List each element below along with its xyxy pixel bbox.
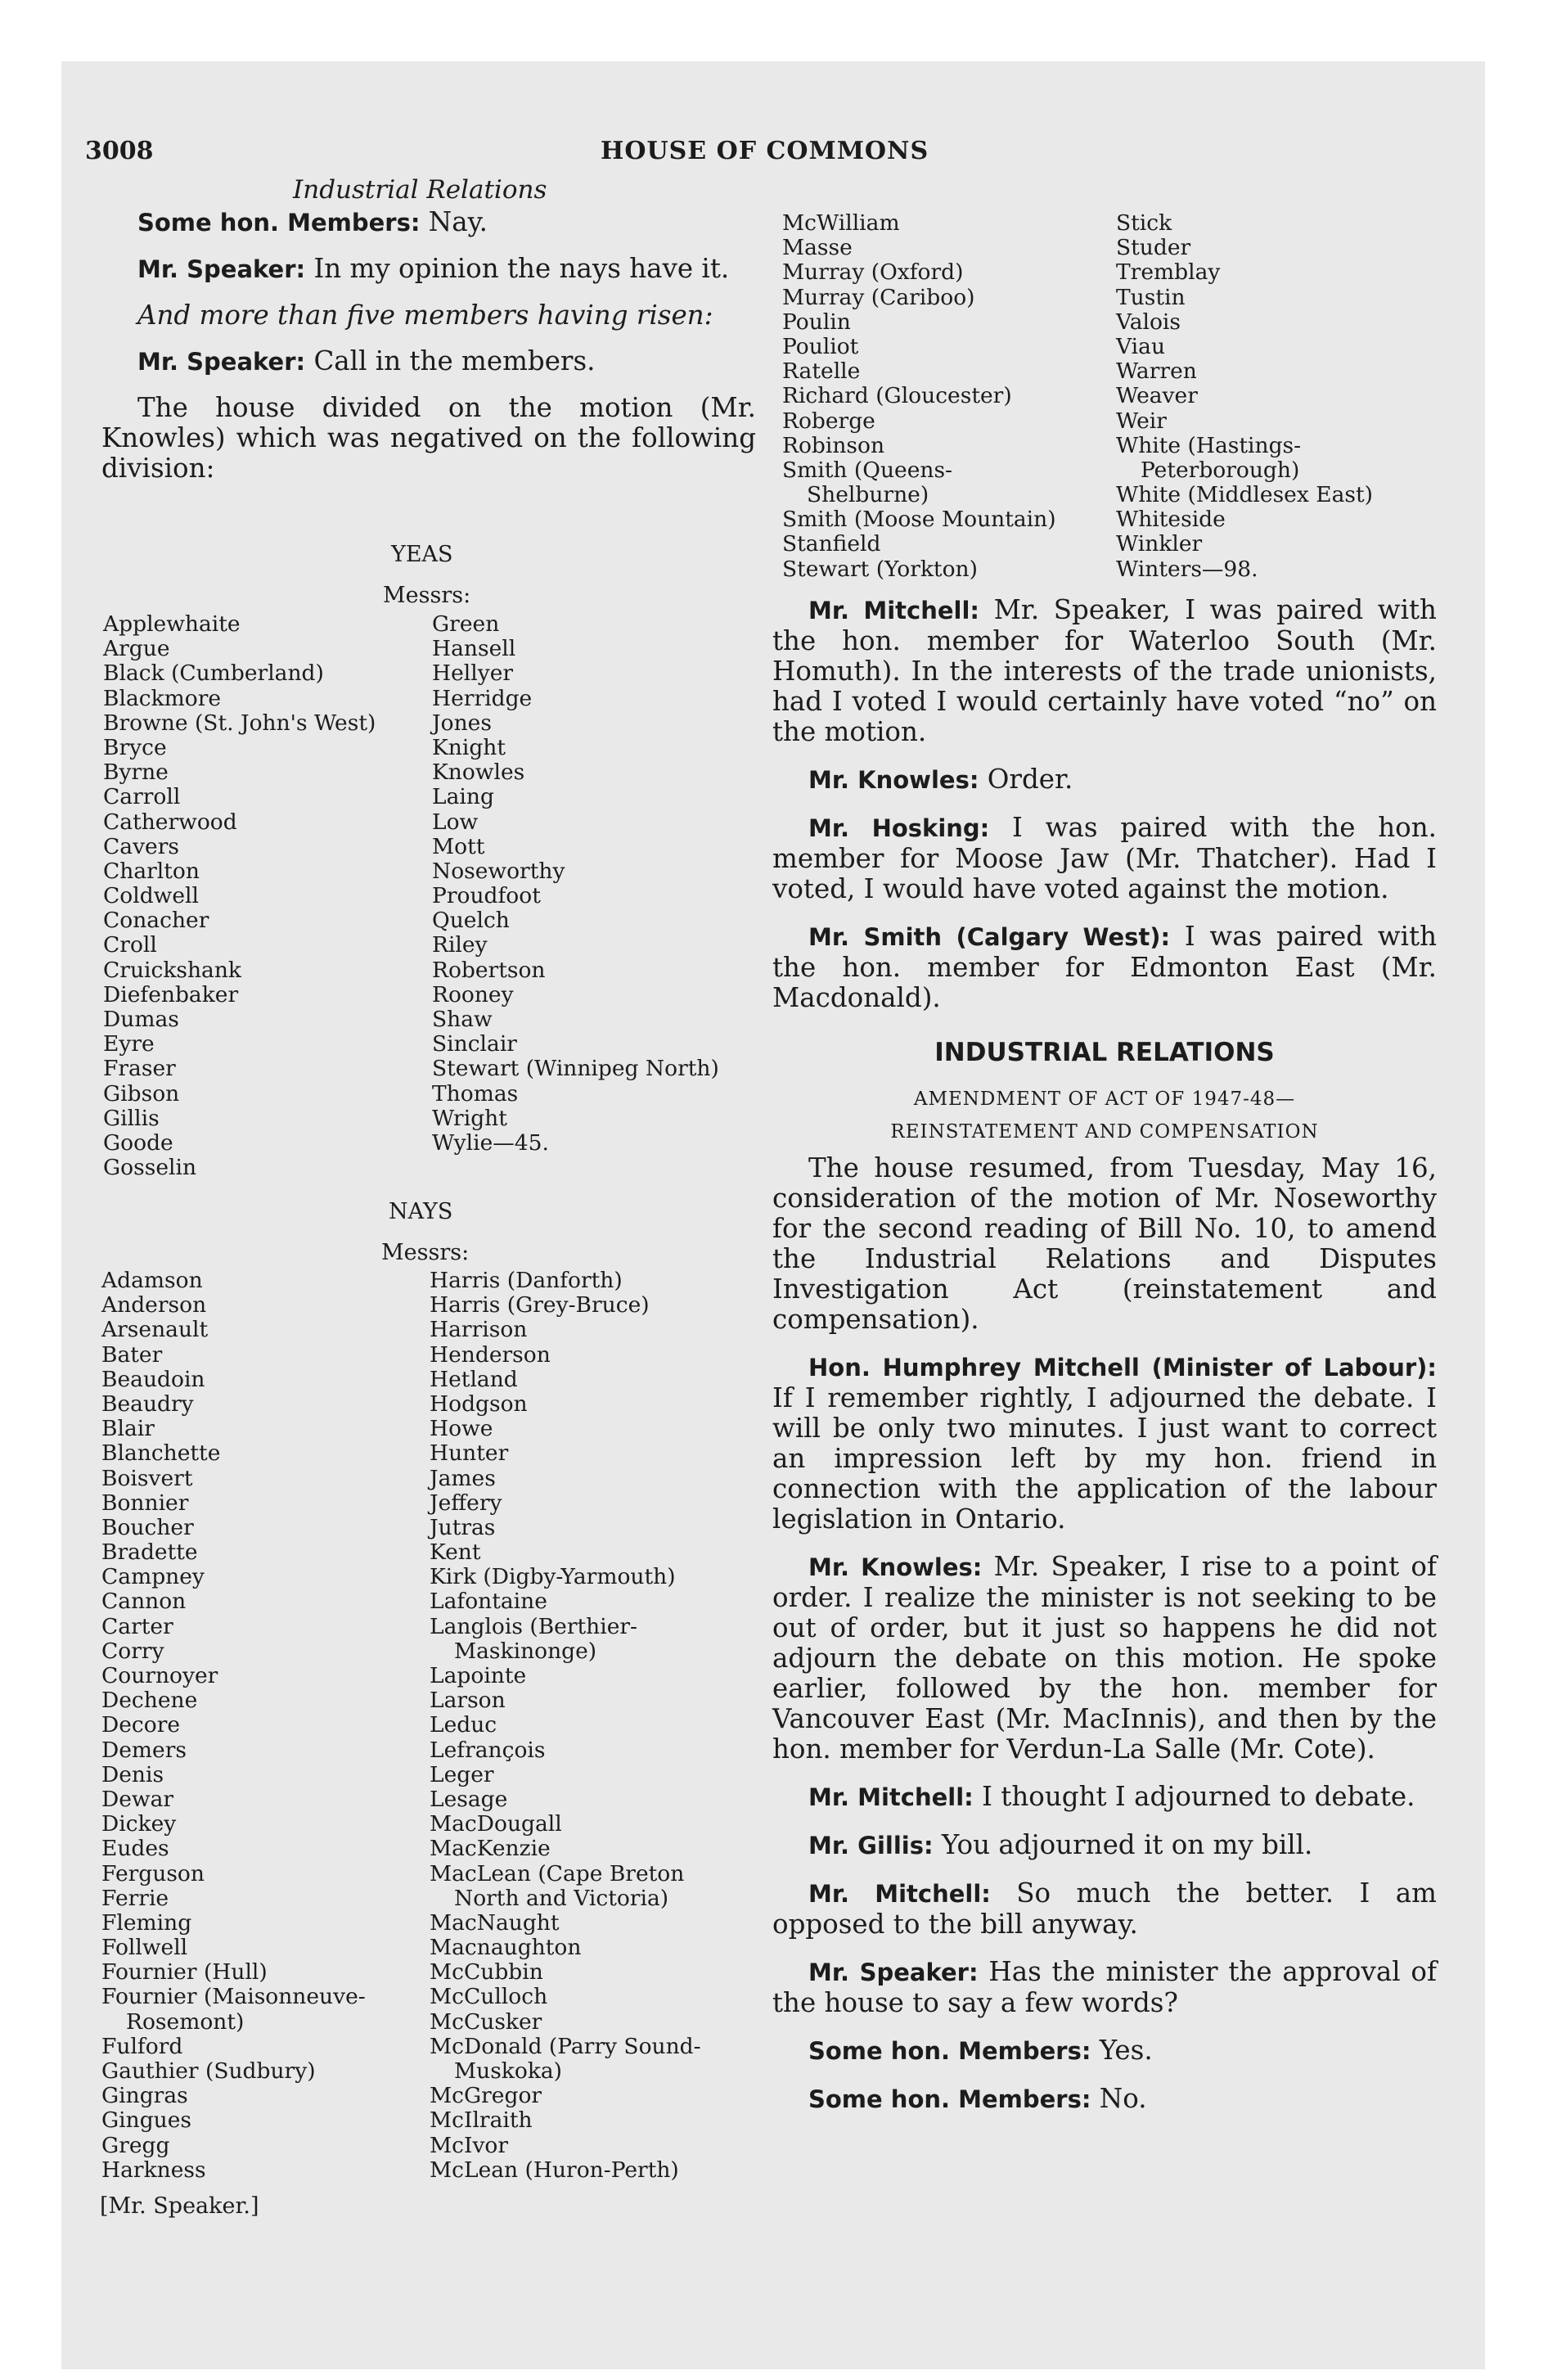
- nays-heading: NAYS: [389, 1199, 453, 1224]
- subheading-line-1: AMENDMENT OF ACT OF 1947-48—: [913, 1089, 1296, 1110]
- member-name: Muskoka): [454, 2058, 563, 2084]
- member-name: Macnaughton: [430, 1935, 582, 1961]
- paragraph: [772, 1878, 1437, 1940]
- member-name: Thomas: [432, 1080, 519, 1107]
- member-name: Harrison: [430, 1317, 528, 1343]
- member-name: Wright: [432, 1105, 507, 1131]
- member-name: McIvor: [430, 2132, 509, 2158]
- member-name: Fournier (Hull): [101, 1959, 268, 1986]
- member-name: Murray (Cariboo): [782, 284, 975, 310]
- paragraph: [772, 813, 1437, 904]
- member-name: Knight: [432, 734, 506, 760]
- member-name: Tustin: [1116, 284, 1186, 310]
- member-name: Anderson: [101, 1292, 207, 1318]
- member-name: Boucher: [101, 1514, 194, 1540]
- speech: In my opinion the nays have it.: [305, 253, 730, 284]
- member-name: Blackmore: [103, 685, 222, 711]
- member-name: Corry: [101, 1638, 164, 1664]
- member-name: Shaw: [432, 1007, 493, 1032]
- paragraph: [772, 1830, 1437, 1861]
- speech: No.: [1091, 2083, 1147, 2114]
- member-name: Cruickshank: [103, 957, 241, 983]
- nays-column-4: [1116, 211, 1373, 582]
- speaker: Mr. Smith (Calgary West):: [808, 923, 1171, 951]
- member-name: Arsenault: [101, 1317, 209, 1343]
- paragraph: [772, 922, 1437, 1013]
- member-name: Jutras: [430, 1514, 496, 1540]
- member-name: MacLean (Cape Breton: [430, 1860, 685, 1886]
- member-name: Quelch: [432, 908, 510, 934]
- member-name: Beaudoin: [101, 1366, 205, 1392]
- member-name: Dechene: [101, 1688, 198, 1714]
- member-name: Riley: [432, 932, 488, 958]
- section-title: Industrial Relations: [293, 175, 547, 205]
- member-name: Hunter: [430, 1440, 509, 1467]
- yeas-messrs: Messrs:: [383, 583, 471, 608]
- member-name: Campney: [101, 1564, 205, 1590]
- member-name: Gosselin: [103, 1155, 197, 1181]
- member-name: Ferrie: [101, 1885, 169, 1911]
- member-name: Roberge: [782, 408, 875, 434]
- paragraph: [772, 2035, 1437, 2067]
- member-name: Beaudry: [101, 1391, 194, 1417]
- speech: I was paired with the hon. member for Moose Jaw (Mr. Thatcher). Had I voted, I would have voted against the motion.: [772, 812, 1437, 904]
- member-name: White (Middlesex East): [1116, 482, 1373, 508]
- member-name: Follwell: [101, 1935, 188, 1961]
- member-name: McIlraith: [430, 2107, 533, 2134]
- speaker: Mr. Knowles:: [808, 766, 979, 794]
- member-name: McWilliam: [782, 210, 900, 236]
- speech: I thought I adjourned to debate.: [973, 1781, 1415, 1812]
- member-name: Fournier (Maisonneuve-: [101, 1984, 366, 2010]
- member-name: Tremblay: [1116, 259, 1221, 286]
- member-name: Smith (Queens-: [782, 457, 953, 483]
- nays-column-3: [782, 211, 1056, 582]
- stage-direction: And more than five members having risen:: [137, 300, 713, 331]
- nays-messrs: Messrs:: [381, 1240, 470, 1265]
- member-name: Gauthier (Sudbury): [101, 2058, 316, 2084]
- paragraph: [772, 1957, 1437, 2018]
- member-name: Harris (Danforth): [430, 1268, 623, 1293]
- member-name: Howe: [430, 1416, 493, 1442]
- speech: Call in the members.: [305, 345, 596, 376]
- member-name: McCubbin: [430, 1959, 543, 1986]
- member-name: Denis: [101, 1761, 164, 1787]
- member-name: North and Victoria): [454, 1885, 669, 1911]
- member-name: Harkness: [101, 2157, 206, 2183]
- member-name: Gingues: [101, 2107, 192, 2134]
- speech: You adjourned it on my bill.: [933, 1829, 1313, 1860]
- paragraph: [101, 254, 756, 285]
- subheading: [772, 1083, 1437, 1148]
- member-name: James: [430, 1465, 496, 1491]
- member-name: Stewart (Yorkton): [782, 556, 978, 582]
- member-name: Carroll: [103, 784, 181, 810]
- member-name: Knowles: [432, 760, 525, 786]
- member-name: Ratelle: [782, 358, 861, 385]
- speech: If I remember rightly, I adjourned the debate. I will be only two minutes. I just want to correct an impression left by my hon. friend in connection with the application of the labour legislation in Ontario.: [772, 1382, 1437, 1535]
- member-name: Viau: [1116, 333, 1166, 359]
- member-name: Kirk (Digby-Yarmouth): [430, 1564, 676, 1590]
- right-prose: [772, 595, 1437, 2132]
- paragraph: [101, 393, 756, 484]
- left-prose: [101, 207, 756, 499]
- speaker: Mr. Knowles:: [808, 1553, 983, 1581]
- member-name: Blair: [101, 1416, 155, 1442]
- member-name: Robertson: [432, 957, 546, 983]
- speaker: Mr. Mitchell:: [808, 1783, 974, 1811]
- member-name: Cournoyer: [101, 1663, 218, 1688]
- speaker: Mr. Hosking:: [808, 814, 990, 842]
- member-name: Stanfield: [782, 531, 881, 557]
- member-name: Eyre: [103, 1031, 155, 1057]
- member-name: McCulloch: [430, 1984, 548, 2010]
- paragraph: [772, 1782, 1437, 1813]
- member-name: Dewar: [101, 1786, 174, 1812]
- member-name: Carter: [101, 1613, 173, 1639]
- member-name: Mott: [432, 833, 485, 859]
- speech: So much the better. I am opposed to the bill anyway.: [772, 1877, 1437, 1940]
- nays-column-1: [101, 1269, 366, 2183]
- yeas-column-2: [432, 612, 719, 1156]
- member-name: Dickey: [101, 1811, 177, 1837]
- footer-note: [Mr. Speaker.]: [100, 2193, 259, 2219]
- member-name: Diefenbaker: [103, 981, 239, 1007]
- nays-column-2: [430, 1269, 701, 2183]
- member-name: Maskinonge): [454, 1638, 597, 1664]
- member-name: Bonnier: [101, 1490, 189, 1516]
- member-name: Cannon: [101, 1589, 187, 1615]
- member-name: Lesage: [430, 1786, 508, 1812]
- member-name: Low: [432, 809, 479, 835]
- yeas-heading: YEAS: [391, 542, 453, 567]
- member-name: Gingras: [101, 2083, 188, 2109]
- member-name: Argue: [103, 636, 170, 662]
- member-name: Weaver: [1116, 383, 1198, 409]
- speech: Nay.: [420, 206, 488, 237]
- speech: Yes.: [1091, 2035, 1153, 2066]
- member-name: Charlton: [103, 858, 200, 884]
- member-name: McCusker: [430, 2008, 542, 2035]
- member-name: Dumas: [103, 1007, 179, 1032]
- member-name: Jeffery: [430, 1490, 502, 1516]
- member-name: Bryce: [103, 734, 167, 760]
- member-name: Robinson: [782, 432, 885, 458]
- member-name: Applewhaite: [103, 611, 241, 637]
- member-name: Weir: [1116, 408, 1167, 434]
- paragraph: [772, 1153, 1437, 1335]
- member-name: Valois: [1116, 309, 1181, 335]
- member-name: Coldwell: [103, 883, 199, 909]
- member-name: Goode: [103, 1129, 173, 1156]
- member-name: Warren: [1116, 358, 1197, 385]
- member-name: Hansell: [432, 636, 516, 662]
- member-name: Green: [432, 611, 500, 637]
- member-name: Poulin: [782, 309, 851, 335]
- speaker: Hon. Humphrey Mitchell (Minister of Labour):: [808, 1354, 1437, 1382]
- paragraph: [772, 2084, 1437, 2115]
- speaker: Mr. Speaker:: [137, 348, 306, 376]
- member-name: McDonald (Parry Sound-: [430, 2033, 701, 2059]
- member-name: Harris (Grey-Bruce): [430, 1292, 650, 1318]
- paragraph: [101, 300, 756, 331]
- member-name: Stewart (Winnipeg North): [432, 1056, 719, 1082]
- member-name: Murray (Oxford): [782, 259, 964, 286]
- member-name: Hellyer: [432, 660, 514, 687]
- member-name: Henderson: [430, 1341, 551, 1368]
- member-name: Decore: [101, 1712, 181, 1738]
- member-name: Gibson: [103, 1080, 180, 1107]
- member-name: Bradette: [101, 1539, 198, 1566]
- speaker: Mr. Mitchell:: [808, 1880, 991, 1908]
- member-name: Lafontaine: [430, 1589, 547, 1615]
- member-name: Masse: [782, 235, 853, 261]
- speaker: Mr. Mitchell:: [808, 597, 980, 624]
- member-name: Gillis: [103, 1105, 160, 1131]
- member-name: Whiteside: [1116, 507, 1226, 533]
- member-name: Conacher: [103, 908, 209, 934]
- member-name: Gregg: [101, 2132, 170, 2158]
- member-name: Catherwood: [103, 809, 237, 835]
- member-name: Fleming: [101, 1909, 192, 1936]
- member-name: Fulford: [101, 2033, 183, 2059]
- speech: Order.: [979, 764, 1073, 795]
- member-name: Byrne: [103, 760, 169, 786]
- member-name: Rosemont): [126, 2008, 245, 2035]
- member-name: Bater: [101, 1341, 163, 1368]
- member-name: McLean (Huron-Perth): [430, 2157, 679, 2183]
- member-name: Eudes: [101, 1836, 169, 1862]
- member-name: Noseworthy: [432, 858, 565, 884]
- speaker: Mr. Speaker:: [808, 1959, 979, 1986]
- member-name: Kent: [430, 1539, 481, 1566]
- member-name: Blanchette: [101, 1440, 221, 1467]
- speech: The house divided on the motion (Mr. Knowles) which was negatived on the following division:: [101, 392, 756, 484]
- member-name: Larson: [430, 1688, 506, 1714]
- paragraph: [772, 1552, 1437, 1765]
- paragraph: [772, 1352, 1437, 1535]
- member-name: McGregor: [430, 2083, 542, 2109]
- member-name: Proudfoot: [432, 883, 541, 909]
- member-name: Croll: [103, 932, 157, 958]
- speech: Has the minister the approval of the house to say a few words?: [772, 1956, 1437, 2018]
- paragraph: [772, 764, 1437, 796]
- member-name: Pouliot: [782, 333, 859, 359]
- speaker: Some hon. Members:: [808, 2037, 1091, 2065]
- member-name: Wylie—45.: [432, 1129, 549, 1156]
- member-name: Laing: [432, 784, 494, 810]
- member-name: Hodgson: [430, 1391, 528, 1417]
- member-name: Lefrançois: [430, 1737, 546, 1763]
- member-name: Peterborough): [1141, 457, 1300, 483]
- member-name: Sinclair: [432, 1031, 517, 1057]
- member-name: Richard (Gloucester): [782, 383, 1012, 409]
- subheading-line-2: REINSTATEMENT AND COMPENSATION: [890, 1121, 1319, 1143]
- member-name: Demers: [101, 1737, 187, 1763]
- member-name: Leduc: [430, 1712, 497, 1738]
- speech: Mr. Speaker, I rise to a point of order. I realize the minister is not seeking to be out of order, but it just so happens he did not adjourn the debate on this motion. He spoke earlier, followed by the hon. member for Vancouver East (Mr. MacInnis), and then by the hon. member for Verdun-La Salle (Mr. Cote).: [772, 1551, 1437, 1765]
- member-name: Shelburne): [807, 482, 929, 508]
- paragraph: [101, 207, 756, 238]
- member-name: Boisvert: [101, 1465, 193, 1491]
- running-head: HOUSE OF COMMONS: [601, 137, 929, 165]
- member-name: Lapointe: [430, 1663, 527, 1688]
- member-name: Herridge: [432, 685, 533, 711]
- member-name: MacDougall: [430, 1811, 562, 1837]
- member-name: White (Hastings-: [1116, 432, 1302, 458]
- speaker: Some hon. Members:: [808, 2085, 1091, 2113]
- section-heading: INDUSTRIAL RELATIONS: [934, 1038, 1275, 1067]
- yeas-column-1: [103, 612, 376, 1180]
- member-name: Black (Cumberland): [103, 660, 324, 687]
- member-name: Jones: [432, 710, 492, 736]
- page-number: 3008: [85, 137, 154, 165]
- speaker: Mr. Gillis:: [808, 1832, 934, 1859]
- speech: Mr. Speaker, I was paired with the hon. member for Waterloo South (Mr. Homuth). In the interests of the trade unionists, had I voted I would certainly have voted “no” on the motion.: [772, 594, 1437, 747]
- member-name: Stick: [1116, 210, 1172, 236]
- speaker: Mr. Speaker:: [137, 255, 306, 283]
- member-name: Adamson: [101, 1268, 203, 1293]
- member-name: MacNaught: [430, 1909, 560, 1936]
- paragraph: [772, 595, 1437, 747]
- member-name: Fraser: [103, 1056, 176, 1082]
- member-name: Smith (Moose Mountain): [782, 507, 1056, 533]
- member-name: Rooney: [432, 981, 514, 1007]
- member-name: Cavers: [103, 833, 179, 859]
- member-name: Winkler: [1116, 531, 1203, 557]
- speech: The house resumed, from Tuesday, May 16, consideration of the motion of Mr. Noseworthy for the second reading of Bill No. 10, to amend the Industrial Relations and Disputes Investigation Act (reinstatement and compensation).: [772, 1152, 1437, 1335]
- member-name: Leger: [430, 1761, 494, 1787]
- member-name: Ferguson: [101, 1860, 205, 1886]
- member-name: Winters—98.: [1116, 556, 1258, 582]
- member-name: Langlois (Berthier-: [430, 1613, 638, 1639]
- member-name: Browne (St. John's West): [103, 710, 376, 736]
- member-name: Studer: [1116, 235, 1191, 261]
- member-name: Hetland: [430, 1366, 518, 1392]
- paragraph: [101, 346, 756, 377]
- speech: I was paired with the hon. member for Edmonton East (Mr. Macdonald).: [772, 921, 1437, 1013]
- speaker: Some hon. Members:: [137, 209, 421, 237]
- member-name: MacKenzie: [430, 1836, 551, 1862]
